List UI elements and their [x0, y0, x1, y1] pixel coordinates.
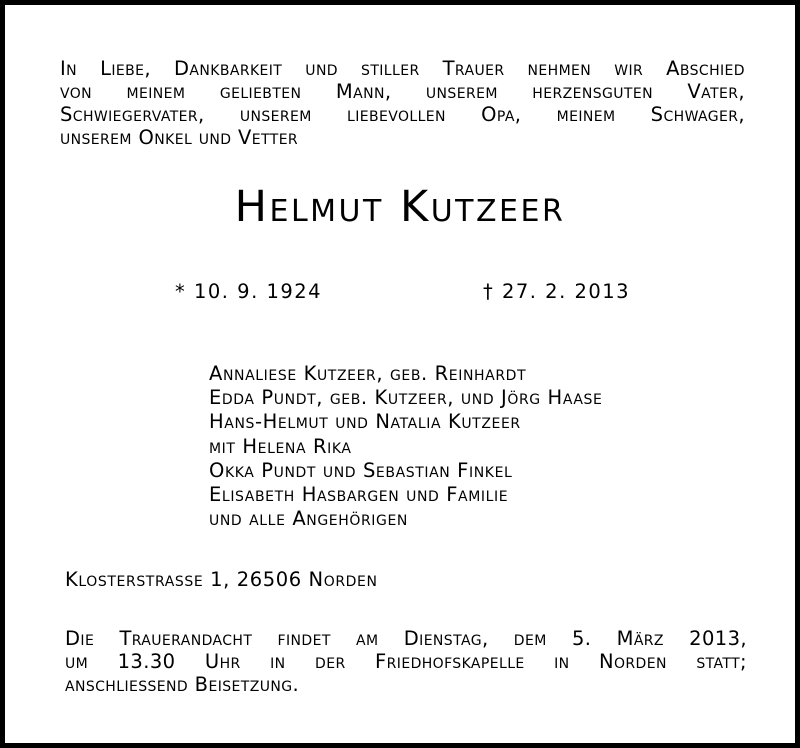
mourner-line: Annaliese Kutzeer, geb. Reinhardt [209, 362, 527, 385]
intro-text [60, 57, 745, 149]
mourner-line: Edda Pundt, geb. Kutzeer, und Jörg Haase [209, 386, 603, 410]
birth-date: * 10. 9. 1924 [175, 280, 323, 303]
service-line: um 13.30 Uhr in der Friedhofskapelle in Norden statt; [65, 650, 747, 673]
intro-line: In Liebe, Dankbarkeit und stiller Trauer nehmen wir Abschied [60, 57, 745, 80]
mourner-line: Hans-Helmut und Natalia Kutzeer [209, 410, 521, 434]
mourner-line: Okka Pundt und Sebastian Finkel [209, 458, 513, 482]
death-date: † 27. 2. 2013 [483, 280, 631, 303]
service-info [65, 627, 747, 696]
mourner-line: mit Helena Rika [209, 434, 352, 458]
mourner-line: und alle Angehörigen [209, 507, 408, 531]
service-line: anschliessend Beisetzung. [65, 673, 300, 696]
address: Klosterstrasse 1, 26506 Norden [65, 568, 378, 591]
intro-line: Schwiegervater, unserem liebevollen Opa, meinem Schwager, [60, 103, 745, 126]
service-line: Die Trauerandacht findet am Dienstag, dem 5. März 2013, [65, 627, 747, 650]
mourners-list [209, 362, 603, 531]
intro-line: von meinem geliebten Mann, unserem herzensguten Vater, [60, 80, 745, 103]
deceased-name: Helmut Kutzeer [234, 182, 566, 232]
intro-line: unserem Onkel und Vetter [60, 126, 299, 149]
mourner-line: Elisabeth Hasbargen und Familie [209, 483, 509, 507]
